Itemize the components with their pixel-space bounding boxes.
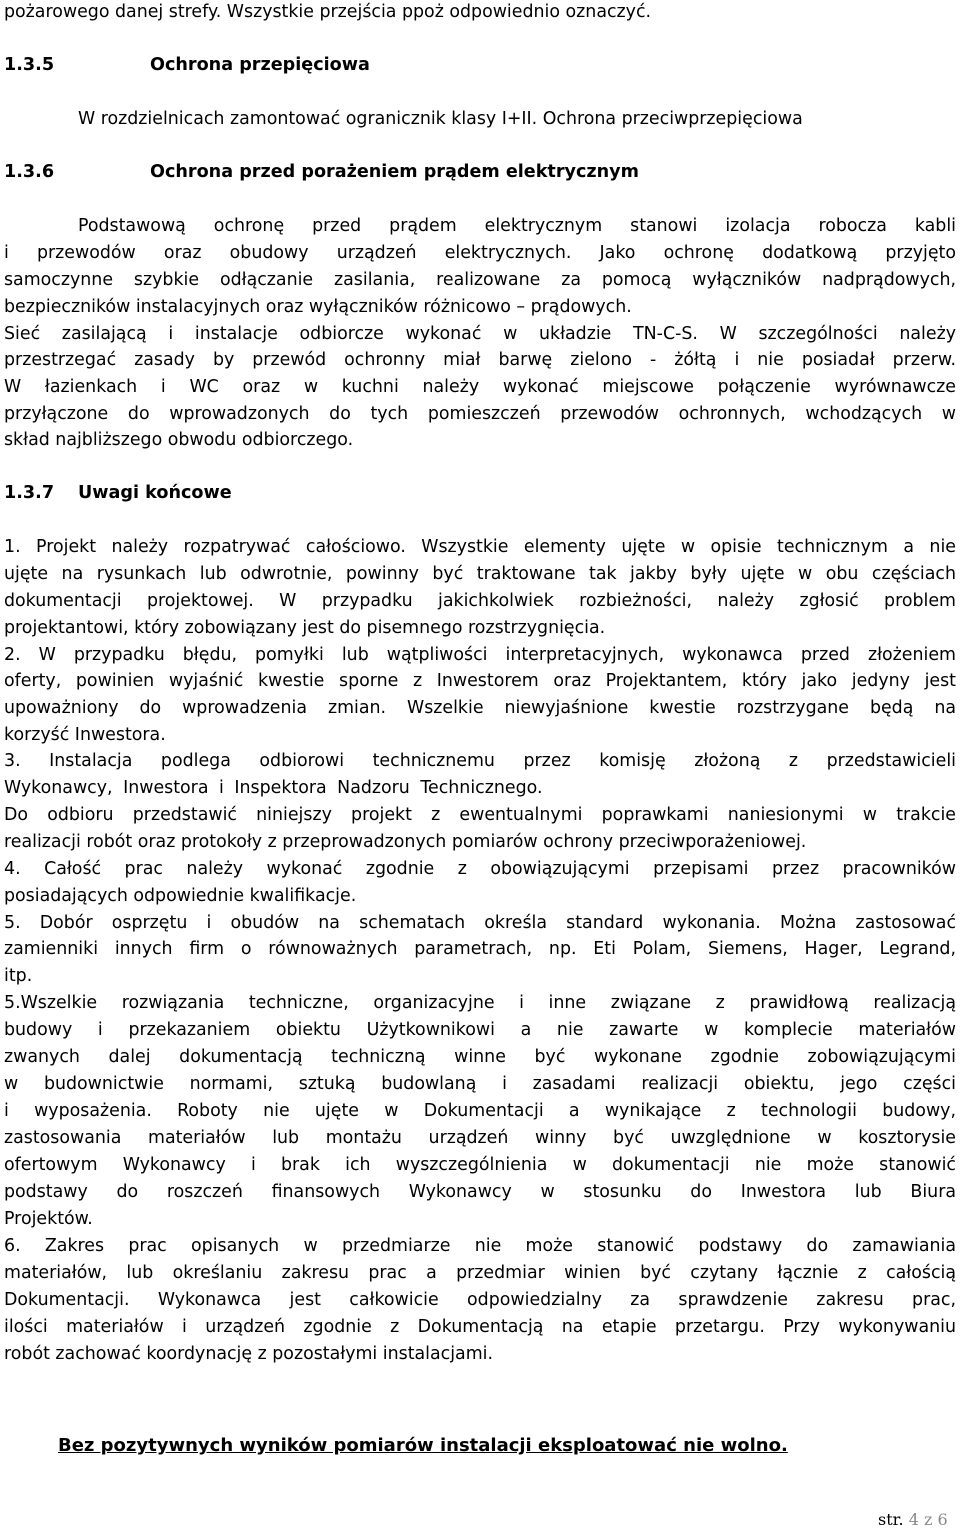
text-line: skład najbliższego obwodu odbiorczego. <box>4 430 354 450</box>
text-line: Sieć zasilającą i instalacje odbiorcze wykonać w układzie TN-C-S. W szczególności należy <box>4 324 956 344</box>
text-line: 1. Projekt należy rozpatrywać całościowo. Wszystkie elementy ujęte w opisie technicznym a nie <box>4 537 956 557</box>
text-line: W rozdzielnicach zamontować ogranicznik klasy I+II. Ochrona przeciwprzepięciowa <box>78 109 803 129</box>
footer-prefix: str. <box>878 1510 904 1529</box>
text-line: i przewodów oraz obudowy urządzeń elektrycznych. Jako ochronę dodatkową przyjęto <box>4 243 956 263</box>
text-line: 6. Zakres prac opisanych w przedmiarze nie może stanowić podstawy do zamawiania <box>4 1236 956 1256</box>
text-line: 5. Dobór osprzętu i obudów na schematach określa standard wykonania. Można zastosować <box>4 913 956 933</box>
text-line: ujęte na rysunkach lub odwrotnie, powinny być traktowane tak jakby były ujęte w obu częściach <box>4 564 956 584</box>
text-line: korzyść Inwestora. <box>4 725 166 745</box>
section-heading-1-3-6 <box>4 162 639 182</box>
text-line: budowy i przekazaniem obiektu Użytkownikowi a nie zawarte w komplecie materiałów <box>4 1020 956 1040</box>
text-line: ofertowym Wykonawcy i brak ich wyszczególnienia w dokumentacji nie może stanowić <box>4 1155 956 1175</box>
text-line: samoczynne szybkie odłączanie zasilania, realizowane za pomocą wyłączników nadprądowych, <box>4 270 956 290</box>
text-line: realizacji robót oraz protokoły z przeprowadzonych pomiarów ochrony przeciwporażeniowej. <box>4 832 807 852</box>
text-line: Do odbioru przedstawić niniejszy projekt z ewentualnymi poprawkami naniesionymi w trakcie <box>4 805 956 825</box>
text-line: bezpieczników instalacyjnych oraz wyłączników różnicowo – prądowych. <box>4 297 632 317</box>
heading-number: 1.3.5 <box>4 55 55 75</box>
text-line: projektantowi, który zobowiązany jest do pisemnego rozstrzygnięcia. <box>4 618 606 638</box>
text-line: Projektów. <box>4 1209 93 1229</box>
heading-title: Ochrona przepięciowa <box>150 55 370 75</box>
text-line: 4. Całość prac należy wykonać zgodnie z obowiązującymi przepisami przez pracowników <box>4 859 956 879</box>
text-line: ilości materiałów i urządzeń zgodnie z Dokumentacją na etapie przetargu. Przy wykonywaniu <box>4 1317 956 1337</box>
text-line: materiałów, lub określaniu zakresu prac a przedmiar winien być czytany łącznie z całością <box>4 1263 956 1283</box>
text-line: itp. <box>4 966 33 986</box>
text-line: pożarowego danej strefy. Wszystkie przejścia ppoż odpowiednio oznaczyć. <box>4 2 652 22</box>
text-line: Wykonawcy, Inwestora i Inspektora Nadzoru Technicznego. <box>4 778 543 798</box>
page-footer <box>878 1512 948 1528</box>
heading-title: Ochrona przed porażeniem prądem elektrycznym <box>150 162 639 182</box>
text-line: 2. W przypadku błędu, pomyłki lub wątpliwości interpretacyjnych, wykonawca przed złożeniem <box>4 645 956 665</box>
heading-number: 1.3.7 <box>4 483 55 503</box>
text-line: 5.Wszelkie rozwiązania techniczne, organizacyjne i inne związane z prawidłową realizacją <box>4 993 956 1013</box>
footer-separator: z <box>924 1510 933 1529</box>
text-line: w budownictwie normami, sztuką budowlaną i zasadami realizacji obiektu, jego części <box>4 1074 956 1094</box>
text-line: oferty, powinien wyjaśnić kwestie sporne z Inwestorem oraz Projektantem, który jako jedyny jest <box>4 671 956 691</box>
heading-number: 1.3.6 <box>4 162 55 182</box>
text-line: dokumentacji projektowej. W przypadku jakichkolwiek rozbieżności, należy zgłosić problem <box>4 591 956 611</box>
footer-total-pages: 6 <box>937 1510 948 1529</box>
text-line: zwanych dalej dokumentacją techniczną winne być wykonane zgodnie zobowiązującymi <box>4 1047 956 1067</box>
text-line: W łazienkach i WC oraz w kuchni należy wykonać miejscowe połączenie wyrównawcze <box>4 377 956 397</box>
text-line: przestrzegać zasady by przewód ochronny miał barwę zielono - żółtą i nie posiadał przerw. <box>4 350 956 370</box>
text-line: upoważniony do wprowadzenia zmian. Wszelkie niewyjaśnione kwestie rozstrzygane będą na <box>4 698 956 718</box>
text-line: zamienniki innych firm o równoważnych parametrach, np. Eti Polam, Siemens, Hager, Legrand, <box>4 939 956 959</box>
section-heading-1-3-7 <box>4 483 232 503</box>
text-line: 3. Instalacja podlega odbiorowi technicznemu przez komisję złożoną z przedstawicieli <box>4 751 956 771</box>
final-statement: Bez pozytywnych wyników pomiarów instalacji eksploatować nie wolno. <box>58 1435 788 1456</box>
text-line: robót zachować koordynację z pozostałymi instalacjami. <box>4 1344 494 1364</box>
text-line: podstawy do roszczeń finansowych Wykonawcy w stosunku do Inwestora lub Biura <box>4 1182 956 1202</box>
text-line: zastosowania materiałów lub montażu urządzeń winny być uwzględnione w kosztorysie <box>4 1128 956 1148</box>
section-heading-1-3-5 <box>4 55 370 75</box>
text-line: przyłączone do wprowadzonych do tych pomieszczeń przewodów ochronnych, wchodzących w <box>4 404 956 424</box>
footer-page-number: 4 <box>908 1510 919 1529</box>
text-line: posiadających odpowiednie kwalifikacje. <box>4 886 357 906</box>
heading-title: Uwagi końcowe <box>78 483 232 503</box>
text-line: Dokumentacji. Wykonawca jest całkowicie odpowiedzialny za sprawdzenie zakresu prac, <box>4 1290 956 1310</box>
text-line: i wyposażenia. Roboty nie ujęte w Dokumentacji a wynikające z technologii budowy, <box>4 1101 956 1121</box>
text-line: Podstawową ochronę przed prądem elektrycznym stanowi izolacja robocza kabli <box>78 216 956 236</box>
